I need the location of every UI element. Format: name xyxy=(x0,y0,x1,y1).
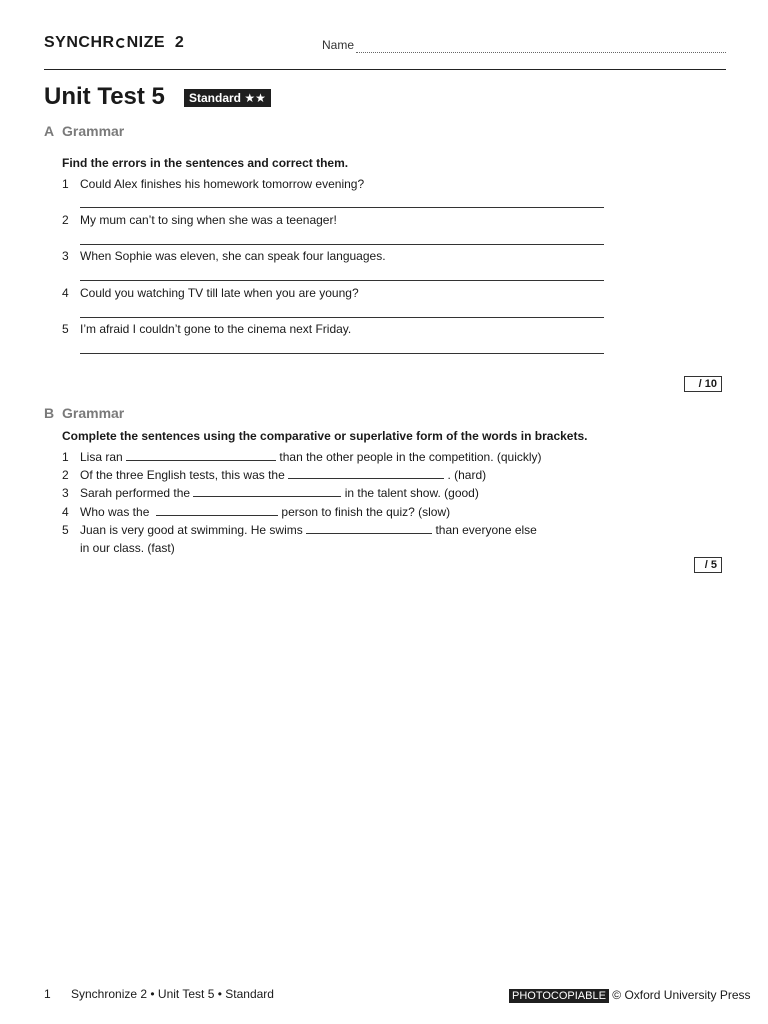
item-text-before: Sarah performed the xyxy=(80,486,191,500)
footer-info xyxy=(44,987,274,1001)
item-text: My mum can’t to sing when she was a teenager! xyxy=(80,213,337,227)
item-number: 3 xyxy=(62,486,69,500)
item-text-after: . (hard) xyxy=(447,468,487,482)
answer-line[interactable] xyxy=(80,317,604,318)
item-number: 5 xyxy=(62,523,69,537)
item-text: I’m afraid I couldn’t gone to the cinema next Friday. xyxy=(80,322,352,336)
brand-prefix: SYNCHR xyxy=(44,34,115,51)
item-text-before: Lisa ran xyxy=(80,450,123,464)
score-box: / 5 xyxy=(694,557,722,573)
page-number: 1 xyxy=(44,987,51,1001)
brand-number: 2 xyxy=(174,34,185,51)
answer-line[interactable] xyxy=(80,207,604,208)
answer-line[interactable] xyxy=(80,353,604,354)
item-number: 2 xyxy=(62,468,69,482)
item-text-before: Of the three English tests, this was the xyxy=(80,468,285,482)
item-text-after: in the talent show. (good) xyxy=(344,486,479,500)
brand-suffix: NIZE xyxy=(126,34,166,51)
score-box: / 10 xyxy=(684,376,722,392)
sync-circle-icon xyxy=(116,38,126,48)
item-number: 5 xyxy=(62,322,69,336)
blank-field[interactable] xyxy=(126,450,276,461)
blank-field[interactable] xyxy=(306,523,432,534)
blank-field[interactable] xyxy=(288,468,444,479)
page-title: Unit Test 5 xyxy=(44,83,165,110)
copyright-text: © Oxford University Press xyxy=(612,988,751,1002)
section-b-instruction: Complete the sentences using the comparative or superlative form of the words in brackets. xyxy=(62,429,588,443)
item-text-after: than the other people in the competition. (quickly) xyxy=(279,450,542,464)
footer-copyright xyxy=(509,988,751,1002)
item-text: Could Alex finishes his homework tomorrow evening? xyxy=(80,177,365,191)
section-letter: B xyxy=(44,405,55,421)
photocopiable-badge: PHOTOCOPIABLE xyxy=(509,989,609,1003)
item-text-after: than everyone else xyxy=(435,523,537,537)
answer-line[interactable] xyxy=(80,244,604,245)
name-label: Name xyxy=(322,38,355,52)
brand-logo xyxy=(44,34,184,52)
item-number: 1 xyxy=(62,177,69,191)
section-b-heading xyxy=(44,405,124,421)
item-number: 1 xyxy=(62,450,69,464)
item-text-after: person to finish the quiz? (slow) xyxy=(281,505,451,519)
blank-field[interactable] xyxy=(193,486,341,497)
item-number: 4 xyxy=(62,286,69,300)
blank-field[interactable] xyxy=(156,505,278,516)
level-badge: Standard ★★ xyxy=(184,89,271,107)
item-number: 3 xyxy=(62,249,69,263)
section-title: Grammar xyxy=(62,405,125,421)
item-continuation: in our class. (fast) xyxy=(80,541,175,555)
section-a-instruction: Find the errors in the sentences and correct them. xyxy=(62,156,349,170)
section-title: Grammar xyxy=(62,123,125,139)
item-text: Could you watching TV till late when you are young? xyxy=(80,286,359,300)
item-number: 2 xyxy=(62,213,69,227)
item-text-before: Juan is very good at swimming. He swims xyxy=(80,523,303,537)
answer-line[interactable] xyxy=(80,280,604,281)
header-divider xyxy=(44,69,726,70)
item-number: 4 xyxy=(62,505,69,519)
item-text-before: Who was the xyxy=(80,505,150,519)
name-field[interactable] xyxy=(356,52,726,53)
section-letter: A xyxy=(44,123,55,139)
item-text: When Sophie was eleven, she can speak four languages. xyxy=(80,249,386,263)
section-a-heading xyxy=(44,123,124,139)
footer-text: Synchronize 2 • Unit Test 5 • Standard xyxy=(71,987,274,1001)
